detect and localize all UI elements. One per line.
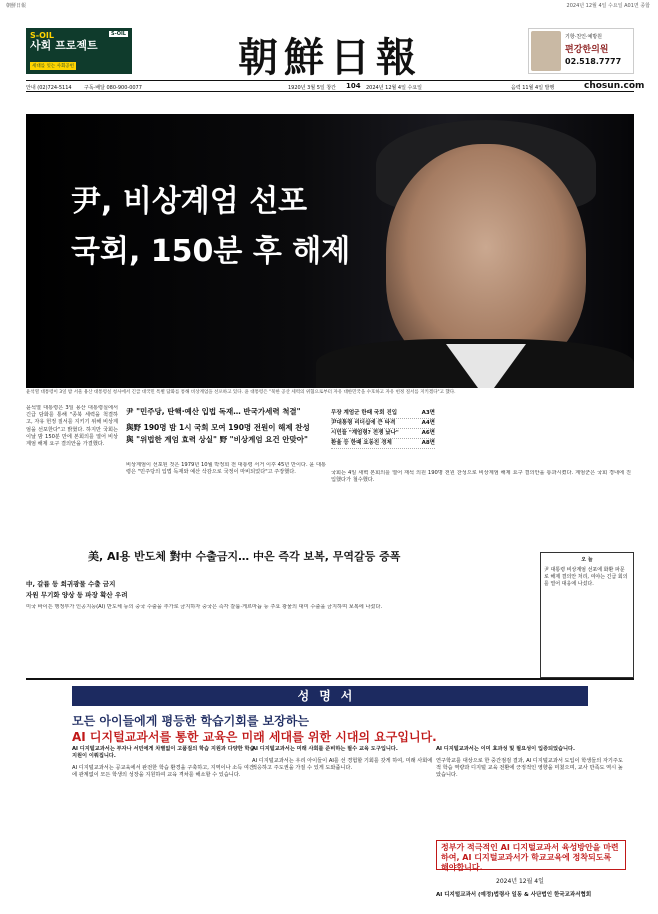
toc-item[interactable]: 무장 계엄군 한때 국회 진입 A3면 [331,409,435,419]
lead-headline-2: 국회, 150분 후 해제 [71,234,351,269]
info-subscribe: 구독·배달 080-900-0077 [84,85,142,91]
info-phone: 안내 (02)724-5114 [26,85,72,91]
toc-item[interactable]: 시민들 "계엄령? 전쟁 났나" A6면 [331,429,435,439]
article-1: 윤석열 대통령은 3일 용산 대통령실에서 긴급 담화를 통해 "종북 세력을 척결하고, 자유 헌정 질서를 지키기 위해 비상계엄을 선포한다"고 밝혔다. 하지만 국회는 이날 밤 150분 만에 본회의를 열어 비상계엄 해제 요구 결의안을 가결했다. [26,405,118,448]
statement-col-1: AI 디지털교과서는 부자나 서민에게 차별없이 고품질의 학습 지원과 다양한 학습 지원이 이뤄집니다. AI 디지털교과서는 공교육에서 완전한 학습 환경을 구축하고, 지역이나 소득 여건에 관계없이 모든 학생의 성장을 지원하여 교육 격차를 해소할 수 있습니다. [72,746,255,778]
ad-left-line1: S-OIL [30,31,54,40]
statement-lead-2: AI 디지털교과서를 통한 교육은 미래 세대를 위한 시대의 요구입니다. [72,730,437,744]
top-strip-left: 朝鮮日報 [6,3,27,9]
photo-caption: 윤석열 대통령이 3일 밤 서울 용산 대통령실 청사에서 긴급 대국민 특별 담화를 통해 비상계엄을 선포하고 있다. 윤 대통령은 "북한 공산 세력의 위협으로부터 자유 대한민국을 수호하고 자유 헌정 질서를 지키겠다"고 했다. [26,390,456,395]
lead-headline-1: 尹, 비상계엄 선포 [71,184,308,219]
statement-col-2: AI 디지털교과서는 미래 사회를 준비하는 필수 교육 도구입니다. AI 디지털교과서는 우리 아이들이 AI를 선 경험할 기회를 갖게 하여, 미래 사회에 적응하고 주도권을 가질 수 있게 도와줍니다. [252,746,433,771]
soil-logo: S-OIL [111,31,126,37]
statement-callout: 정부가 적극적인 AI 디지털교과서 육성방안을 마련하여, AI 디지털교과서가 학교교육에 정착되도록 해야합니다. [436,840,626,870]
ad-left-line3: 세대를 잇는 사회공헌 [32,64,74,69]
ad-right[interactable] [528,28,634,74]
subhead-a: 尹 "민주당, 탄핵·예산 입법 독재… 반국가세력 척결" [126,407,301,416]
statement-signature: AI 디지털교과서 (예정)법령사 일동 & 사단법인 한국교과서협회 [436,892,592,898]
subhead-d: 中, 갈륨 등 희귀광물 수출 금지 [26,580,116,588]
today-heading: 오 늘 [581,557,593,563]
subhead-e: 자원 무기화 양상 등 파장 확산 우려 [26,591,128,599]
top-strip-right: 2024년 12월 4일 수요일 A01면 종합 [566,3,650,9]
ad-left[interactable] [26,28,132,74]
info-date: 2024년 12월 4일 수요일 [366,85,423,91]
statement-ad [26,678,634,902]
article-3: 국회는 4일 새벽 본회의를 열어 재석 의원 190명 전원 찬성으로 비상계엄 해제 요구 결의안을 통과시켰다. 계엄군은 국회 경내에 진입했다가 철수했다. [331,470,631,484]
toc-item[interactable]: 尹대통령 리더십에 큰 타격 A4면 [331,419,435,429]
lead-photo [26,114,634,388]
masthead: 朝鮮日報 [238,34,422,81]
info-founded: 1920년 3월 5일 창간 [288,85,337,91]
statement-title: 성명서 [72,686,588,706]
statement-lead-1: 모든 아이들에게 평등한 학습기회를 보장하는 [72,714,309,728]
statement-date: 2024년 12월 4일 [496,878,544,885]
article-4: 미국 바이든 행정부가 인공지능(AI) 반도체 등의 중국 수출을 추가로 금지하자 중국은 즉각 갈륨·게르마늄 등 주요 광물의 대미 수출을 금지하며 보복에 나섰다. [26,604,383,610]
ad-right-line1: 기항·친인·예방원 [565,34,602,40]
second-headline: 美, AI용 반도체 對中 수출금지… 中은 즉각 보복, 무역갈등 증폭 [88,550,401,563]
article-2: 비상계엄이 선포된 것은 1979년 10월 박정희 전 대통령 서거 이후 45년 만이다. 윤 대통령은 "민주당의 입법 독재와 예산 삭감으로 국정이 마비되었다"고 주장했다. [126,462,326,476]
today-body: 尹 대통령 비상계엄 선포에 화환 파문 로 해제 결의안 처리, 여야는 긴급 회의를 열어 대응에 나섰다. [544,567,628,587]
site-link[interactable]: chosun.com [584,81,645,91]
top-strip [0,0,658,12]
ad-left-line2: 사회 프로젝트 [30,39,98,52]
ad-portrait [531,31,561,71]
statement-col-3: AI 디지털교과서는 이미 효과성 및 필요성이 입증되었습니다. 연구학교를 대상으로 한 중간점검 결과, AI 디지털교과서 도입이 학생들의 자기주도적 학습 역량과 디지털 교육 전환에 긍정적인 영향을 미쳤으며, 교사 만족도 역시 높았습니다. [436,746,623,778]
info-issue: 104 [346,82,361,90]
ad-right-line3: 02.518.7777 [565,57,622,66]
today-box [540,552,634,678]
subhead-c: 與 "위법한 계엄 효력 상실" 野 "비상계엄 요건 안맞아" [126,435,308,444]
info-bar [26,80,645,92]
info-lunar: 음력 11월 4일 발행 [511,85,555,91]
related-toc [331,409,435,473]
subhead-b: 與野 190명 밤 1시 국회 모여 190명 전원이 해제 찬성 [126,423,310,432]
toc-item[interactable]: 환율 등 한때 요동친 경제 A8면 [331,439,435,449]
ad-right-line2: 편강한의원 [565,45,609,55]
